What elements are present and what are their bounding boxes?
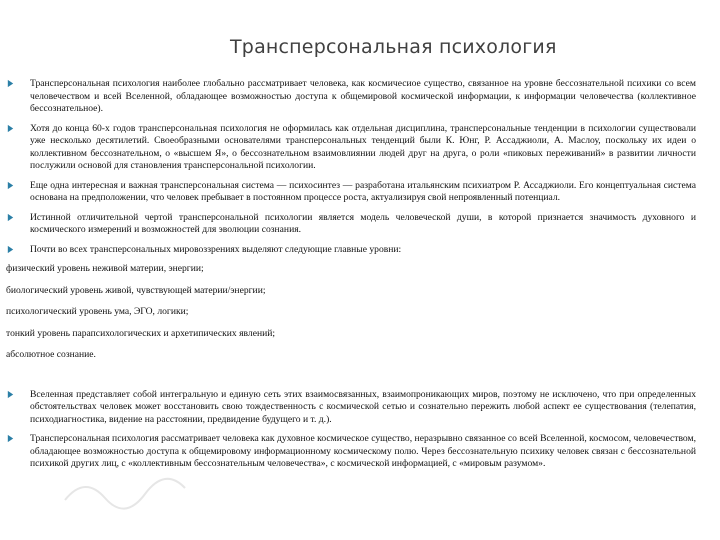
level-item: физический уровень неживой материи, энергии; (6, 263, 204, 274)
bullet-arrow-icon (6, 434, 15, 443)
bullet-arrow-icon (6, 181, 15, 190)
bullet-arrow-icon (6, 245, 15, 254)
bullet-item (6, 123, 696, 173)
level-item: психологический уровень ума, ЭГО, логики; (6, 306, 189, 317)
bullet-text: Еще одна интересная и важная трансперсональная система — психосинтез — разработана итальянским психиатром Р. Ассаджиоли. Его концептуальная система основана на предположении, что человек пребывает в постоянном процессе роста, актуализируя свой непроявленный потенциал. (30, 179, 696, 203)
slide-title: Трансперсональная психология (230, 36, 557, 58)
level-item: биологический уровень живой, чувствующей материи/энергии; (6, 284, 266, 296)
bullet-arrow-icon (6, 213, 15, 222)
bullet-text: Вселенная представляет собой интегральную и единую сеть этих взаимосвязанных, взаимопроникающих миров, поэтому не исключено, что при определенных обстоятельствах человек может восстановить свою тождественность с космической сетью и сознательно пережить любой аспект ее существования (телепатия, психодиагностика, видение на расстоянии, предвидение будущего и т. д.). (30, 388, 696, 425)
bullet-item (6, 212, 696, 237)
bullet-arrow-icon (6, 79, 15, 88)
bullet-item (6, 78, 696, 116)
bullet-text: Трансперсональная психология наиболее глобально рассматривает человека, как космичесиое существо, связанное на уровне бессознательной психики со всем человечеством и всей Вселенной, обладающее возможностью доступа к общемировой космической информации, к информации человечества (коллективное бессознательное). (30, 78, 696, 114)
bullet-text: Почти во всех трансперсональных мировоззрениях выделяют следующие главные уровни: (30, 243, 402, 255)
bullet-text: Трансперсональная психология рассматривает человека как духовное космическое существо, неразрывно связанное со всей Вселенной, космосом, человечеством, обладающее возможностью доступа к общемировому информационному космическому полю. Через бессознательную психику человек связан с бессознательной психикой других лиц, с «коллективным бессознательным человечества», с космической информацией, с «мировым разумом». (30, 433, 696, 469)
bullet-text: Хотя до конца 60-х годов трансперсональная психология не оформилась как отдельная дисциплина, трансперсональные тенденции в психологии существовали уже несколько десятилетий. Своеобразными основателями трансперсональных тенденций были К. Юнг, Р. Ассаджиоли, А. Маслоу, поскольку их идеи о коллективном бессознательном, о «высшем Я», о бессознательном взаимовлиянии людей друг на друга, о роли «пиковых переживаний» в развитии личности послужили основой для становления трансперсональной психологии. (30, 122, 696, 171)
bullet-item (6, 244, 696, 257)
watermark-logo (60, 470, 190, 510)
bullet-item (6, 389, 696, 427)
level-item: тонкий уровень парапсихологических и архетипических явлений; (6, 327, 276, 339)
slide-content (6, 78, 696, 478)
bullet-text: Истинной отличительной чертой трансперсональной психологии является модель человеческой души, в которой признается значимость духовного и космического измерений и возможностей для эволюции сознания. (30, 211, 696, 235)
bullet-item (6, 433, 696, 471)
spacer (6, 371, 696, 389)
bullet-item (6, 180, 696, 205)
level-item: абсолютное сознание. (6, 349, 96, 360)
bullet-arrow-icon (6, 124, 15, 133)
bullet-arrow-icon (6, 390, 15, 399)
